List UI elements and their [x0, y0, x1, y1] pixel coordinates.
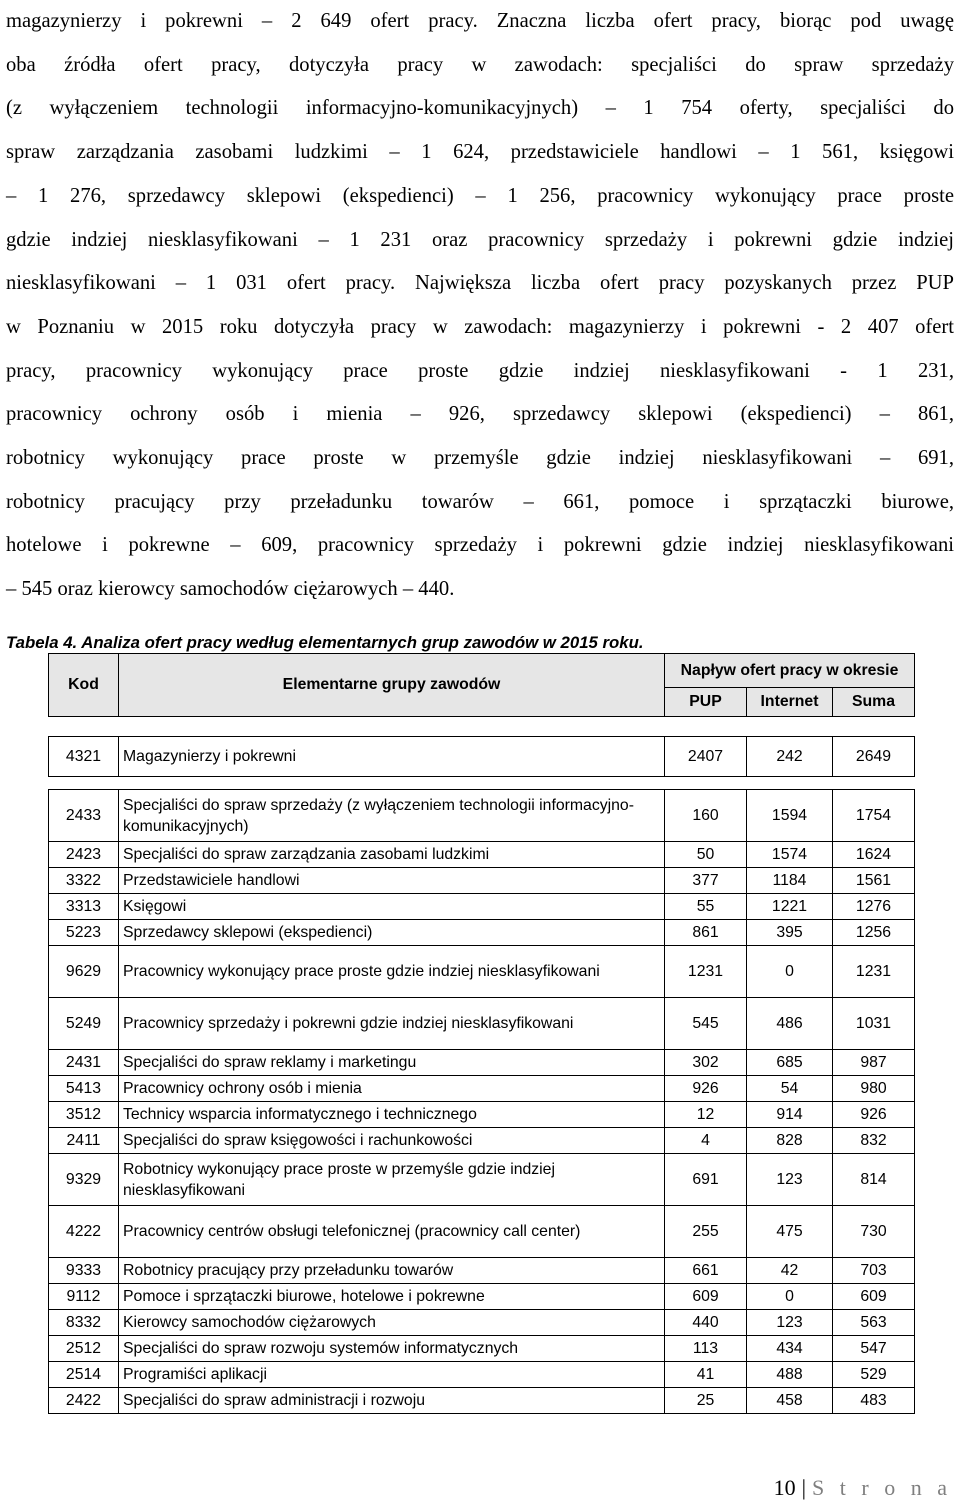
cell-kod: 2433 — [49, 790, 119, 842]
paragraph-line: oba źródła ofert pracy, dotyczyła pracy w zawodach: specjaliści do spraw sprzedaży — [6, 53, 954, 76]
paragraph-line: – 1 276, sprzedawcy sklepowi (ekspedienci) – 1 256, pracownicy wykonujący prace proste — [6, 184, 954, 207]
cell-suma: 1276 — [833, 894, 915, 920]
cell-suma: 703 — [833, 1258, 915, 1284]
cell-kod: 5249 — [49, 998, 119, 1050]
cell-kod: 2422 — [49, 1388, 119, 1414]
cell-name: Specjaliści do spraw zarządzania zasobami ludzkimi — [119, 842, 665, 868]
table-row — [49, 1258, 915, 1284]
cell-internet: 1184 — [747, 868, 833, 894]
cell-pup: 41 — [665, 1362, 747, 1388]
header-pup: PUP — [665, 688, 747, 717]
cell-kod: 4321 — [49, 737, 119, 777]
table-row — [49, 868, 915, 894]
table-row — [49, 1076, 915, 1102]
cell-internet: 685 — [747, 1050, 833, 1076]
cell-pup: 160 — [665, 790, 747, 842]
cell-internet: 54 — [747, 1076, 833, 1102]
cell-internet: 1574 — [747, 842, 833, 868]
job-offers-table — [48, 653, 915, 1414]
cell-suma: 832 — [833, 1128, 915, 1154]
cell-internet: 1221 — [747, 894, 833, 920]
cell-kod: 2514 — [49, 1362, 119, 1388]
paragraph-line: – 545 oraz kierowcy samochodów ciężarowych – 440. — [6, 578, 455, 601]
cell-name: Księgowi — [119, 894, 665, 920]
cell-suma: 730 — [833, 1206, 915, 1258]
table-row — [49, 1284, 915, 1310]
cell-pup: 1231 — [665, 946, 747, 998]
table-row — [49, 737, 915, 777]
cell-name: Technicy wsparcia informatycznego i technicznego — [119, 1102, 665, 1128]
paragraph-line: spraw zarządzania zasobami ludzkimi – 1 624, przedstawiciele handlowi – 1 561, księgowi — [6, 141, 954, 164]
cell-suma: 1256 — [833, 920, 915, 946]
table-spacer — [49, 717, 915, 737]
paragraph-line: robotnicy pracujący przy przeładunku towarów – 661, pomoce i sprzątaczki biurowe, — [6, 490, 954, 513]
cell-suma: 1754 — [833, 790, 915, 842]
cell-suma: 547 — [833, 1336, 915, 1362]
table-row — [49, 894, 915, 920]
cell-internet: 0 — [747, 946, 833, 998]
cell-pup: 12 — [665, 1102, 747, 1128]
header-grupy: Elementarne grupy zawodów — [119, 654, 665, 717]
table-header-row-1 — [49, 654, 915, 688]
cell-name: Pracownicy wykonujący prace proste gdzie indziej niesklasyfikowani — [119, 946, 665, 998]
cell-suma: 1561 — [833, 868, 915, 894]
cell-pup: 661 — [665, 1258, 747, 1284]
cell-kod: 9333 — [49, 1258, 119, 1284]
cell-pup: 4 — [665, 1128, 747, 1154]
cell-pup: 25 — [665, 1388, 747, 1414]
page-footer — [774, 1475, 952, 1501]
table-row — [49, 1050, 915, 1076]
cell-name: Kierowcy samochodów ciężarowych — [119, 1310, 665, 1336]
cell-suma: 980 — [833, 1076, 915, 1102]
cell-name: Programiści aplikacji — [119, 1362, 665, 1388]
cell-kod: 5223 — [49, 920, 119, 946]
cell-suma: 1231 — [833, 946, 915, 998]
cell-pup: 545 — [665, 998, 747, 1050]
cell-name: Specjaliści do spraw księgowości i rachunkowości — [119, 1128, 665, 1154]
cell-internet: 1594 — [747, 790, 833, 842]
cell-pup: 55 — [665, 894, 747, 920]
cell-pup: 440 — [665, 1310, 747, 1336]
table-row — [49, 1128, 915, 1154]
cell-internet: 486 — [747, 998, 833, 1050]
cell-kod: 8332 — [49, 1310, 119, 1336]
cell-kod: 9629 — [49, 946, 119, 998]
cell-suma: 926 — [833, 1102, 915, 1128]
cell-name: Sprzedawcy sklepowi (ekspedienci) — [119, 920, 665, 946]
paragraph-line: magazynierzy i pokrewni – 2 649 ofert pracy. Znaczna liczba ofert pracy, biorąc pod uwagę — [6, 10, 954, 32]
cell-kod: 4222 — [49, 1206, 119, 1258]
cell-name: Pomoce i sprzątaczki biurowe, hotelowe i pokrewne — [119, 1284, 665, 1310]
table-row — [49, 998, 915, 1050]
footer-separator: | — [801, 1475, 807, 1500]
cell-pup: 2407 — [665, 737, 747, 777]
cell-internet: 42 — [747, 1258, 833, 1284]
cell-internet: 395 — [747, 920, 833, 946]
table-body — [49, 654, 915, 1414]
cell-kod: 9329 — [49, 1154, 119, 1206]
cell-suma: 1624 — [833, 842, 915, 868]
page-number: 10 — [773, 1475, 796, 1500]
header-naplyw: Napływ ofert pracy w okresie — [665, 654, 915, 688]
cell-internet: 828 — [747, 1128, 833, 1154]
header-kod: Kod — [49, 654, 119, 717]
cell-name: Pracownicy centrów obsługi telefonicznej (pracownicy call center) — [119, 1206, 665, 1258]
cell-pup: 691 — [665, 1154, 747, 1206]
table-row — [49, 1336, 915, 1362]
cell-internet: 123 — [747, 1310, 833, 1336]
cell-suma: 483 — [833, 1388, 915, 1414]
table-row — [49, 946, 915, 998]
cell-internet: 123 — [747, 1154, 833, 1206]
table-row — [49, 1102, 915, 1128]
cell-pup: 255 — [665, 1206, 747, 1258]
paragraph-line: (z wyłączeniem technologii informacyjno-komunikacyjnych) – 1 754 oferty, specjaliści do — [6, 97, 954, 120]
cell-kod: 5413 — [49, 1076, 119, 1102]
cell-suma: 814 — [833, 1154, 915, 1206]
cell-internet: 0 — [747, 1284, 833, 1310]
cell-name: Specjaliści do spraw rozwoju systemów informatycznych — [119, 1336, 665, 1362]
header-internet: Internet — [747, 688, 833, 717]
cell-kod: 2512 — [49, 1336, 119, 1362]
table-row — [49, 842, 915, 868]
cell-pup: 113 — [665, 1336, 747, 1362]
cell-name: Przedstawiciele handlowi — [119, 868, 665, 894]
header-suma: Suma — [833, 688, 915, 717]
cell-internet: 242 — [747, 737, 833, 777]
cell-name: Specjaliści do spraw sprzedaży (z wyłączeniem technologii informacyjno-komunikacyjnych) — [119, 790, 665, 842]
cell-suma: 2649 — [833, 737, 915, 777]
cell-pup: 609 — [665, 1284, 747, 1310]
cell-internet: 475 — [747, 1206, 833, 1258]
paragraph-line: hotelowe i pokrewne – 609, pracownicy sprzedaży i pokrewni gdzie indziej niesklasyfikowani — [6, 534, 954, 557]
cell-name: Magazynierzy i pokrewni — [119, 737, 665, 777]
cell-suma: 609 — [833, 1284, 915, 1310]
cell-pup: 926 — [665, 1076, 747, 1102]
cell-name: Pracownicy ochrony osób i mienia — [119, 1076, 665, 1102]
cell-name: Specjaliści do spraw reklamy i marketingu — [119, 1050, 665, 1076]
cell-pup: 861 — [665, 920, 747, 946]
cell-name: Specjaliści do spraw administracji i rozwoju — [119, 1388, 665, 1414]
cell-suma: 987 — [833, 1050, 915, 1076]
cell-name: Pracownicy sprzedaży i pokrewni gdzie indziej niesklasyfikowani — [119, 998, 665, 1050]
table-row — [49, 1310, 915, 1336]
table-row — [49, 1206, 915, 1258]
footer-label: S t r o n a — [812, 1475, 952, 1500]
paragraph-line: niesklasyfikowani – 1 031 ofert pracy. Największa liczba ofert pracy pozyskanych przez PUP — [6, 272, 954, 295]
cell-suma: 563 — [833, 1310, 915, 1336]
cell-suma: 1031 — [833, 998, 915, 1050]
paragraph-line: robotnicy wykonujący prace proste w przemyśle gdzie indziej niesklasyfikowani – 691, — [6, 447, 954, 470]
paragraph-line: pracownicy ochrony osób i mienia – 926, sprzedawcy sklepowi (ekspedienci) – 861, — [6, 403, 954, 426]
cell-name: Robotnicy wykonujący prace proste w przemyśle gdzie indziej niesklasyfikowani — [119, 1154, 665, 1206]
cell-kod: 2431 — [49, 1050, 119, 1076]
table-spacer — [49, 777, 915, 790]
paragraph-line: gdzie indziej niesklasyfikowani – 1 231 oraz pracownicy sprzedaży i pokrewni gdzie indziej — [6, 228, 954, 251]
cell-pup: 377 — [665, 868, 747, 894]
cell-kod: 3322 — [49, 868, 119, 894]
paragraph-line: pracy, pracownicy wykonujący prace proste gdzie indziej niesklasyfikowani - 1 231, — [6, 359, 954, 382]
cell-pup: 302 — [665, 1050, 747, 1076]
cell-kod: 3313 — [49, 894, 119, 920]
cell-pup: 50 — [665, 842, 747, 868]
cell-name: Robotnicy pracujący przy przeładunku towarów — [119, 1258, 665, 1284]
paragraph-line: w Poznaniu w 2015 roku dotyczyła pracy w zawodach: magazynierzy i pokrewni - 2 407 ofert — [6, 315, 954, 338]
cell-internet: 488 — [747, 1362, 833, 1388]
table-row — [49, 790, 915, 842]
body-paragraph — [6, 0, 954, 612]
cell-kod: 2411 — [49, 1128, 119, 1154]
cell-internet: 458 — [747, 1388, 833, 1414]
table-row — [49, 1388, 915, 1414]
cell-kod: 3512 — [49, 1102, 119, 1128]
cell-kod: 2423 — [49, 842, 119, 868]
cell-kod: 9112 — [49, 1284, 119, 1310]
table-caption: Tabela 4. Analiza ofert pracy według elementarnych grup zawodów w 2015 roku. — [6, 633, 644, 652]
table-row — [49, 920, 915, 946]
table-row — [49, 1154, 915, 1206]
table-row — [49, 1362, 915, 1388]
cell-internet: 914 — [747, 1102, 833, 1128]
cell-internet: 434 — [747, 1336, 833, 1362]
cell-suma: 529 — [833, 1362, 915, 1388]
